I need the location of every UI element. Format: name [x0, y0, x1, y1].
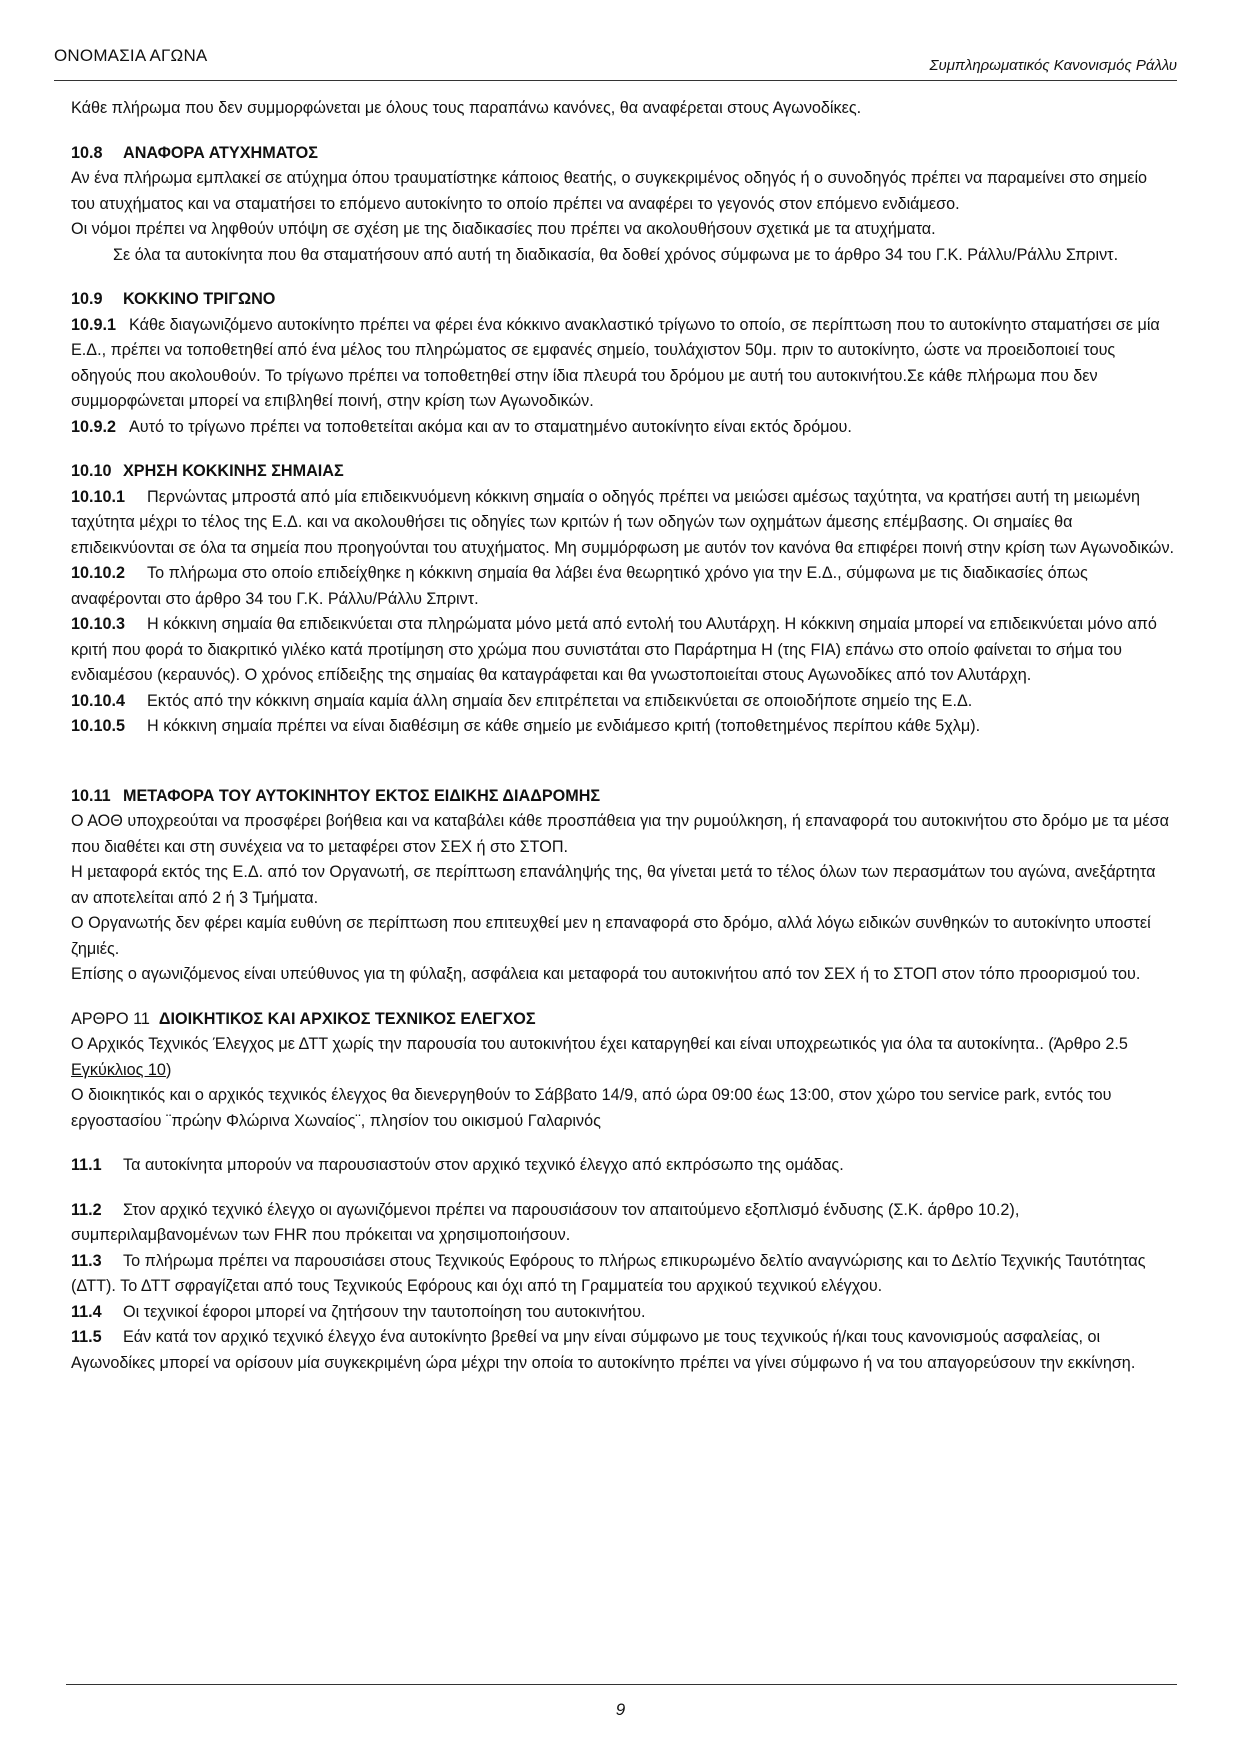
- footer-divider: [66, 1684, 1177, 1685]
- clause-10-10-1: [71, 485, 1175, 562]
- section-number: 10.8: [71, 143, 103, 162]
- clause-number: 10.9.1: [71, 315, 117, 334]
- section-10-11-paragraph-2: Η μεταφορά εκτός της Ε.Δ. από τον Οργανωτή, σε περίπτωση επανάληψής της, θα γίνεται μετά το τέλος όλων των περασμάτων του αγώνα, ανεξάρτητα αν αποτελείται από 2 ή 3 Τμήματα.: [71, 863, 1156, 907]
- section-10-8-paragraph-3: Σε όλα τα αυτοκίνητα που θα σταματήσουν από αυτή τη διαδικασία, θα δοθεί χρόνος σύμφωνα με το άρθρο 34 του Γ.Κ. Ράλλυ/Ράλλυ Σπριντ.: [113, 245, 1119, 264]
- paragraph-text-end: ): [165, 1060, 172, 1079]
- clause-11-4: [71, 1300, 1175, 1326]
- clause-10-10-2: [71, 561, 1175, 612]
- section-10-8-paragraph-1: Αν ένα πλήρωμα εμπλακεί σε ατύχημα όπου τραυματίστηκε κάποιος θεατής, ο συγκεκριμένος οδηγός ή ο συνοδηγός πρέπει να παραμείνει στο σημείο του ατυχήματος και να σταματήσει το επόμενο αυτοκίνητο το οποίο πρέπει να αναφέρει το γεγονός στον επόμενο ενδιάμεσο.: [71, 169, 1148, 213]
- section-10-11-paragraph-3: Ο Οργανωτής δεν φέρει καμία ευθύνη σε περίπτωση που επιτευχθεί μεν η επαναφορά στο δρόμο, αλλά λόγω ειδικών συνθηκών το αυτοκίνητο υποστεί ζημιές.: [71, 914, 1151, 958]
- section-10-8-paragraph-2: Οι νόμοι πρέπει να ληφθούν υπόψη σε σχέση με της διαδικασίες που πρέπει να ακολουθήσουν σχετικά με τα ατυχήματα.: [71, 220, 936, 238]
- clause-number: 11.1: [71, 1156, 102, 1174]
- clause-text: Το πλήρωμα στο οποίο επιδείχθηκε η κόκκινη σημαία θα λάβει ένα θεωρητικό χρόνο για την Ε.Δ., σύμφωνα με τις διαδικασίες όπως αναφέρονται στο άρθρο 34 του Γ.Κ. Ράλλυ/Ράλλυ Σπριντ.: [71, 564, 1088, 608]
- clause-number: 11.2: [71, 1200, 102, 1219]
- section-10-8-heading: [71, 141, 1175, 167]
- paragraph-text: Ο Αρχικός Τεχνικός Έλεγχος με ΔΤΤ χωρίς την παρουσία του αυτοκινήτου έχει καταργηθεί και είναι υποχρεωτικός για όλα τα αυτοκίνητα.. (Άρθρο 2.5: [71, 1035, 1128, 1053]
- section-number: 10.10: [71, 462, 112, 480]
- section-title: ΜΕΤΑΦΟΡΑ ΤΟΥ ΑΥΤΟΚΙΝΗΤΟΥ ΕΚΤΟΣ ΕΙΔΙΚΗΣ ΔΙΑΔΡΟΜΗΣ: [123, 786, 601, 805]
- clause-number: 10.10.1: [71, 487, 126, 506]
- clause-10-10-5: [71, 714, 1175, 740]
- clause-text: Οι τεχνικοί έφοροι μπορεί να ζητήσουν την ταυτοποίηση του αυτοκινήτου.: [123, 1302, 646, 1321]
- clause-10-9-1: [71, 313, 1175, 415]
- header-event-name: ΟΝΟΜΑΣΙΑ ΑΓΩΝΑ: [54, 46, 208, 65]
- header-document-title: Συμπληρωματικός Κανονισμός Ράλλυ: [929, 57, 1177, 74]
- section-10-11-paragraph-1: Ο ΑΟΘ υποχρεούται να προσφέρει βοήθεια και να καταβάλει κάθε προσπάθεια για την ρυμούλκηση, ή επαναφορά του αυτοκινήτου στο δρόμο με τα μέσα που διαθέτει και στη συνέχεια να το μεταφέρει στον ΣΕΧ ή στο ΣΤΟΠ.: [71, 812, 1169, 856]
- clause-number: 10.10.2: [71, 564, 126, 582]
- section-title: ΚΟΚΚΙΝΟ ΤΡΙΓΩΝΟ: [123, 290, 276, 308]
- intro-paragraph: Κάθε πλήρωμα που δεν συμμορφώνεται με όλους τους παραπάνω κανόνες, θα αναφέρεται στους Αγωνοδίκες.: [71, 99, 862, 117]
- page-body: [71, 96, 1175, 1376]
- clause-text: Η κόκκινη σημαία θα επιδεικνύεται στα πληρώματα μόνο μετά από εντολή του Αλυτάρχη. Η κόκκινη σημαία μπορεί να επιδεικνύεται μόνο από κριτή που φορά το διακριτικό γιλέκο κατά προτίμηση στο χρώμα που συνιστάται στο Παράρτημα Η (της FIA) επάνω στο οποίο φαίνεται το σήμα του ενδιαμέσου (κεραυνός). Ο χρόνος επίδειξης της σημαίας θα καταγράφεται και θα γνωστοποιείται στους Αγωνοδίκες από τον Αλυτάρχη.: [71, 615, 1157, 684]
- clause-text: Στον αρχικό τεχνικό έλεγχο οι αγωνιζόμενοι πρέπει να παρουσιάσουν τον απαιτούμενο εξοπλισμό ένδυσης (Σ.Κ. άρθρο 10.2), συμπεριλαμβανομένων των FHR που πρόκειται να χρησιμοποιήσουν.: [71, 1200, 1020, 1244]
- clause-11-2: [71, 1198, 1175, 1249]
- clause-text: Το πλήρωμα πρέπει να παρουσιάσει στους Τεχνικούς Εφόρους το πλήρως επικυρωμένο δελτίο αναγνώρισης και το Δελτίο Τεχνικής Ταυτότητας (ΔΤΤ). Το ΔΤΤ σφραγίζεται από τους Τεχνικούς Εφόρους και όχι από τη Γραμματεία του αρχικού τεχνικού ελέγχου.: [71, 1251, 1146, 1295]
- section-title: ΑΝΑΦΟΡΑ ΑΤΥΧΗΜΑΤΟΣ: [123, 143, 318, 162]
- section-number: 10.9: [71, 290, 103, 308]
- clause-11-1: [71, 1153, 1175, 1179]
- circular-10-link[interactable]: Εγκύκλιος 10: [71, 1060, 166, 1079]
- clause-number: 10.9.2: [71, 417, 117, 436]
- article-11-heading: [71, 1007, 1175, 1033]
- clause-11-3: [71, 1249, 1175, 1300]
- clause-text: Περνώντας μπροστά από μία επιδεικνυόμενη κόκκινη σημαία ο οδηγός πρέπει να μειώσει αμέσως ταχύτητα, να κρατήσει αυτή τη μειωμένη ταχύτητα μέχρι το τέλος της Ε.Δ. και να ακολουθήσει τις οδηγίες των κριτών ή των οδηγών των οχημάτων άμεσης επέμβασης. Οι σημαίες θα επιδεικνύονται σε όλα τα σημεία που προηγούνται του ατυχήματος. Μη συμμόρφωση με αυτόν τον κανόνα θα επιφέρει ποινή στην κρίση των Αγωνοδικών.: [71, 487, 1175, 557]
- clause-text: Εκτός από την κόκκινη σημαία καμία άλλη σημαία δεν επιτρέπεται να επιδεικνύεται σε οποιοδήποτε σημείο της Ε.Δ.: [147, 691, 973, 710]
- clause-number: 10.10.5: [71, 717, 126, 735]
- clause-10-10-3: [71, 612, 1175, 689]
- article-11-paragraph-1: [71, 1032, 1175, 1083]
- header-divider: [54, 80, 1177, 81]
- clause-number: 11.4: [71, 1302, 102, 1321]
- clause-10-9-2: [71, 415, 1175, 441]
- clause-number: 11.3: [71, 1251, 102, 1270]
- clause-10-10-4: [71, 689, 1175, 715]
- clause-text: Κάθε διαγωνιζόμενο αυτοκίνητο πρέπει να φέρει ένα κόκκινο ανακλαστικό τρίγωνο το οποίο, σε περίπτωση που το αυτοκίνητο σταματήσει σε μία Ε.Δ., πρέπει να τοποθετηθεί από ένα μέλος του πληρώματος σε εμφανές σημείο, τουλάχιστον 50μ. πριν το αυτοκίνητο, ώστε να προειδοποιεί τους οδηγούς που ακολουθούν. Το τρίγωνο πρέπει να τοποθετηθεί στην ίδια πλευρά του δρόμου με αυτή του αυτοκινήτου.Σε κάθε πλήρωμα που δεν συμμορφώνεται μπορεί να επιβληθεί ποινή, στην κρίση των Αγωνοδικών.: [71, 315, 1160, 410]
- clause-text: Η κόκκινη σημαία πρέπει να είναι διαθέσιμη σε κάθε σημείο με ενδιάμεσο κριτή (τοποθετημένος περίπου κάθε 5χλμ).: [147, 717, 981, 735]
- section-10-10-heading: [71, 459, 1175, 485]
- clause-number: 10.10.4: [71, 691, 126, 710]
- clause-text: Εάν κατά τον αρχικό τεχνικό έλεγχο ένα αυτοκίνητο βρεθεί να μην είναι σύμφωνο με τους τεχνικούς ή/και τους κανονισμούς ασφαλείας, οι Αγωνοδίκες μπορεί να ορίσουν μία συγκεκριμένη ώρα μέχρι την οποία το αυτοκίνητο πρέπει να γίνει σύμφωνο ή να του απαγορεύσουν την εκκίνηση.: [71, 1328, 1136, 1372]
- section-title: ΧΡΗΣΗ ΚΟΚΚΙΝΗΣ ΣΗΜΑΙΑΣ: [123, 462, 344, 480]
- clause-number: 11.5: [71, 1328, 102, 1346]
- clause-number: 10.10.3: [71, 615, 126, 633]
- article-title: ΔΙΟΙΚΗΤΙΚΟΣ ΚΑΙ ΑΡΧΙΚΟΣ ΤΕΧΝΙΚΟΣ ΕΛΕΓΧΟΣ: [158, 1009, 536, 1028]
- clause-text: Αυτό το τρίγωνο πρέπει να τοποθετείται ακόμα και αν το σταματημένο αυτοκίνητο είναι εκτός δρόμου.: [129, 417, 852, 436]
- article-prefix: ΑΡΘΡΟ 11: [71, 1009, 150, 1028]
- article-11-paragraph-2: Ο διοικητικός και ο αρχικός τεχνικός έλεγχος θα διενεργηθούν το Σάββατο 14/9, από ώρα 09:00 έως 13:00, στον χώρο του service park, εντός του εργοστασίου ¨πρώην Φλώρινα Χωναίος¨, πλησίον του οικισμού Γαλαρινός: [71, 1086, 1112, 1130]
- clause-11-5: [71, 1325, 1175, 1376]
- section-10-11-heading: [71, 784, 1175, 810]
- page-number: 9: [615, 1700, 626, 1719]
- clause-text: Τα αυτοκίνητα μπορούν να παρουσιαστούν στον αρχικό τεχνικό έλεγχο από εκπρόσωπο της ομάδας.: [123, 1156, 844, 1174]
- section-10-11-paragraph-4: Επίσης ο αγωνιζόμενος είναι υπεύθυνος για τη φύλαξη, ασφάλεια και μεταφορά του αυτοκινήτου από τον ΣΕΧ ή το ΣΤΟΠ στον τόπο προορισμού του.: [71, 965, 1141, 983]
- section-10-9-heading: [71, 287, 1175, 313]
- section-number: 10.11: [71, 786, 111, 805]
